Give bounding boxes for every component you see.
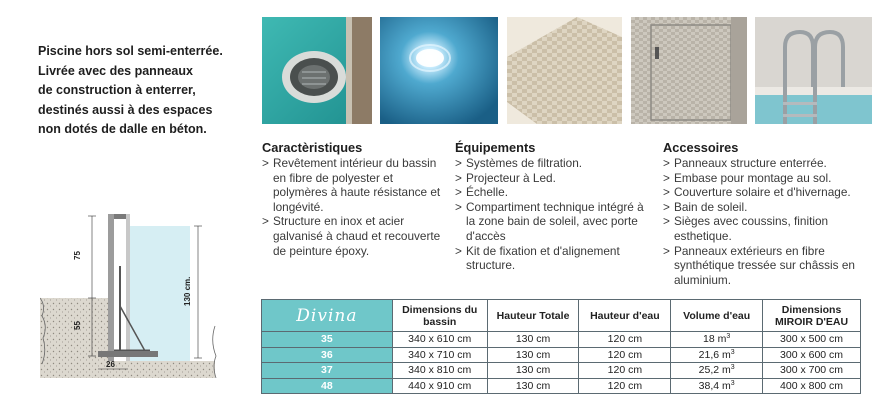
model-cell: 48 <box>262 378 393 394</box>
total-height-cell: 130 cm <box>487 332 579 348</box>
mirror-cell: 300 x 700 cm <box>763 363 861 379</box>
intro-line: non dotés de dalle en béton. <box>38 122 207 136</box>
accessories-item: > Couverture solaire et d'hivernage. <box>663 185 875 200</box>
mirror-cell: 300 x 600 cm <box>763 347 861 363</box>
intro-line: de construction à enterrer, <box>38 83 196 97</box>
volume-cell: 18 $m^3$ <box>671 332 763 348</box>
model-cell: 37 <box>262 363 393 379</box>
accessories-item: > Bain de soleil. <box>663 200 875 215</box>
pool-cross-section-diagram <box>40 206 220 378</box>
accessories-section <box>663 140 875 287</box>
table-row <box>262 378 861 394</box>
table-row <box>262 347 861 363</box>
mirror-cell: 300 x 500 cm <box>763 332 861 348</box>
intro-text <box>38 42 258 140</box>
equipment-item: > Kit de fixation et d'alignement structure. <box>455 244 645 273</box>
dims-cell: 440 x 910 cm <box>392 378 487 394</box>
specs-table <box>261 299 861 394</box>
intro-line: Piscine hors sol semi-enterrée. <box>38 44 223 58</box>
volume-cell: 25,2 $m^3$ <box>671 363 763 379</box>
intro-line: destinés aussi à des espaces <box>38 102 213 117</box>
dims-cell: 340 x 710 cm <box>392 347 487 363</box>
header-water-volume: Volume d'eau <box>671 300 763 332</box>
table-header-row <box>262 300 861 332</box>
accessories-item: > Panneaux structure enterrée. <box>663 156 875 171</box>
woven-wall-photo <box>507 17 622 124</box>
table-row <box>262 332 861 348</box>
accessories-item: > Embase pour montage au sol. <box>663 171 875 186</box>
total-height-cell: 130 cm <box>487 347 579 363</box>
equipment-item: > Échelle. <box>455 185 645 200</box>
water-height-cell: 120 cm <box>579 347 671 363</box>
water-height-cell: 120 cm <box>579 363 671 379</box>
equipment-item: > Projecteur à Led. <box>455 171 645 186</box>
panel-photo <box>631 17 747 124</box>
dims-cell: 340 x 810 cm <box>392 363 487 379</box>
characteristics-item: > Revêtement intérieur du bassin en fibre de polyester et polymères à haute résistance et longévité. <box>262 156 447 214</box>
header-mirror: Dimensions MIROIR D'EAU <box>763 300 861 332</box>
total-height-cell: 130 cm <box>487 378 579 394</box>
model-cell: 36 <box>262 347 393 363</box>
table-row <box>262 363 861 379</box>
characteristics-section <box>262 140 447 258</box>
ladder-photo <box>755 17 872 124</box>
accessories-item: > Sièges avec coussins, finition esthetique. <box>663 214 875 243</box>
volume-cell: 21,6 $m^3$ <box>671 347 763 363</box>
dim-label-130: 130 cm. <box>183 276 192 306</box>
water-height-cell: 120 cm <box>579 332 671 348</box>
dim-label-26: 26 <box>106 360 115 369</box>
total-height-cell: 130 cm <box>487 363 579 379</box>
divina-logo: Divina <box>262 300 393 332</box>
equipment-item: > Compartiment technique intégré à la zone bain de soleil, avec porte d'accès <box>455 200 645 244</box>
dim-label-75: 75 <box>73 251 82 260</box>
mirror-cell: 400 x 800 cm <box>763 378 861 394</box>
characteristics-item: > Structure en inox et acier galvanisé à chaud et recouverte de peinture époxy. <box>262 214 447 258</box>
dims-cell: 340 x 610 cm <box>392 332 487 348</box>
header-total-height: Hauteur Totale <box>487 300 579 332</box>
header-water-height: Hauteur d'eau <box>579 300 671 332</box>
characteristics-title: Caractèristiques <box>262 140 363 155</box>
equipment-section <box>455 140 645 273</box>
soil-area <box>40 298 130 378</box>
accessories-item: > Panneaux extérieurs en fibre synthétique tressée sur châssis en aluminium. <box>663 244 875 288</box>
dim-label-55: 55 <box>73 321 82 330</box>
header-dimensions: Dimensions du bassin <box>392 300 487 332</box>
water-height-cell: 120 cm <box>579 378 671 394</box>
intro-line: Livrée avec des panneaux <box>38 63 193 78</box>
equipment-title: Équipements <box>455 140 536 155</box>
led-light-photo <box>380 17 498 124</box>
accessories-title: Accessoires <box>663 140 739 155</box>
equipment-item: > Systèmes de filtration. <box>455 156 645 171</box>
skimmer-photo <box>262 17 372 124</box>
model-cell: 35 <box>262 332 393 348</box>
volume-cell: 38,4 $m^3$ <box>671 378 763 394</box>
